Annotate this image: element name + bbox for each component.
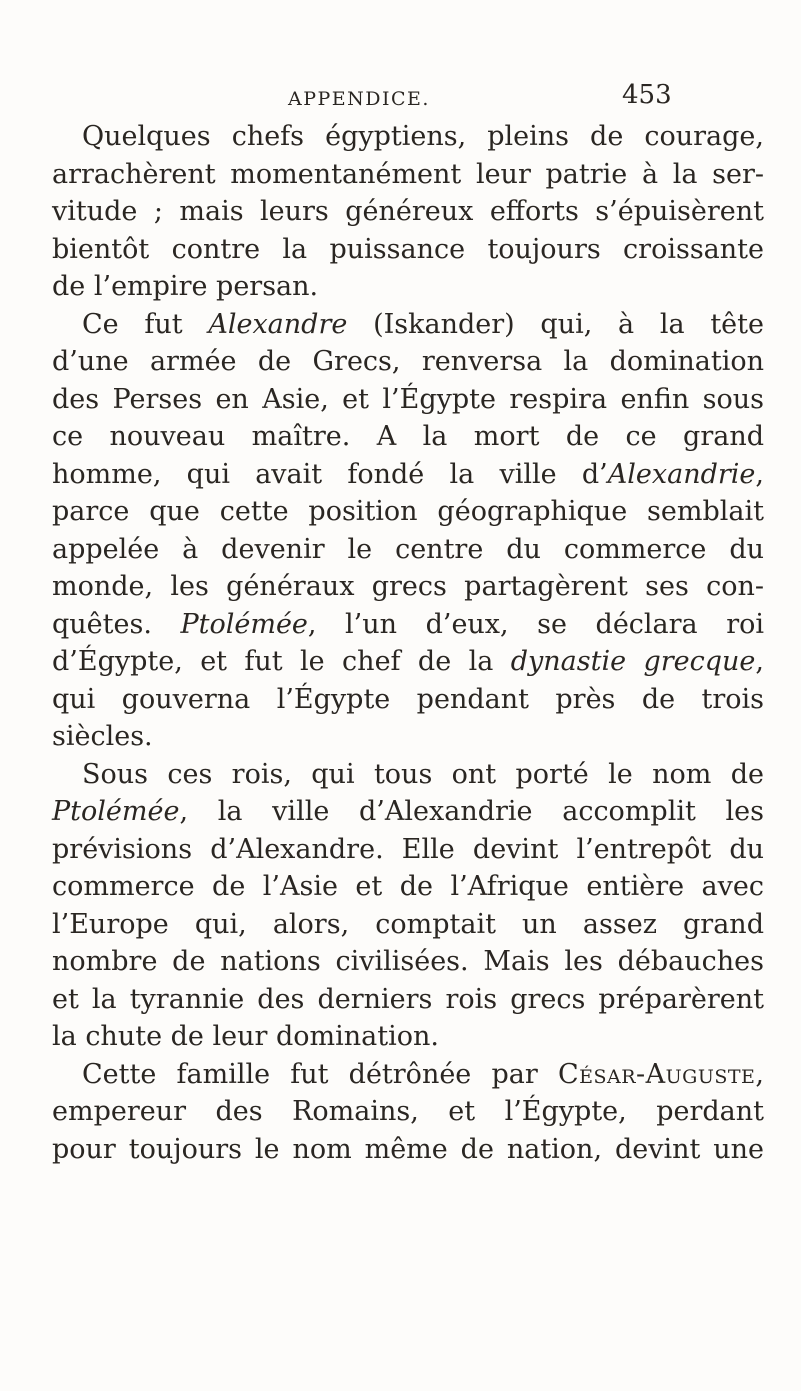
text-line <box>52 456 764 494</box>
text-line: pour toujours le nom même de nation, devint une <box>52 1133 764 1165</box>
text-line: commerce de l’Asie et de l’Afrique entière avec <box>52 871 764 902</box>
text-line: siècles. <box>52 721 153 752</box>
text-line <box>52 643 764 681</box>
text-line: Sous ces rois, qui tous ont porté le nom de <box>82 758 764 790</box>
text-segment: d’Égypte, et fut le chef de la <box>52 646 511 677</box>
text-segment: Ce fut <box>82 308 209 340</box>
text-segment: , la ville d’Alexandrie accomplit les <box>179 796 764 827</box>
text-line: arrachèrent momentanément leur patrie à la ser- <box>52 158 764 190</box>
text-line <box>52 1056 764 1094</box>
text-line: d’une armée de Grecs, renversa la domination <box>52 346 764 377</box>
italic-text: Alexandre <box>208 308 348 340</box>
text-line: bientôt contre la puissance toujours croissante <box>52 233 764 265</box>
text-line <box>52 793 764 831</box>
text-segment: (Iskander) qui, à la tête <box>347 308 764 340</box>
text-line <box>52 606 764 644</box>
italic-text: Alexandrie <box>607 458 756 490</box>
text-line: empereur des Romains, et l’Égypte, perdant <box>52 1096 764 1127</box>
text-line: ce nouveau maître. A la mort de ce grand <box>52 421 764 452</box>
running-head: APPENDICE. <box>288 88 430 110</box>
text-line: monde, les généraux grecs partagèrent ses con- <box>52 571 764 602</box>
text-segment: , <box>755 646 764 677</box>
text-line: Quelques chefs égyptiens, pleins de courage, <box>82 121 764 152</box>
text-line: et la tyrannie des derniers rois grecs préparèrent <box>52 983 764 1015</box>
italic-text: Ptolémée <box>180 608 308 640</box>
body-text <box>52 118 764 1168</box>
italic-text: Ptolémée <box>52 796 180 827</box>
small-caps-text: César-Auguste <box>557 1058 756 1090</box>
text-line: parce que cette position géographique semblait <box>52 496 764 527</box>
text-line <box>52 306 764 344</box>
text-line: des Perses en Asie, et l’Égypte respira enfin sous <box>52 383 764 415</box>
text-segment: homme, qui avait fondé la ville d’ <box>52 458 608 490</box>
text-line: l’Europe qui, alors, comptait un assez grand <box>52 908 764 940</box>
text-line: qui gouverna l’Égypte pendant près de trois <box>52 683 764 715</box>
text-line: nombre de nations civilisées. Mais les débauches <box>52 946 764 977</box>
text-line: appelée à devenir le centre du commerce du <box>52 533 764 565</box>
text-line: de l’empire persan. <box>52 271 319 302</box>
text-segment: , l’un d’eux, se déclara roi <box>307 608 764 640</box>
text-segment: , <box>755 458 764 490</box>
text-segment: quêtes. <box>52 608 181 640</box>
italic-text: dynastie grecque <box>510 646 756 677</box>
text-line: la chute de leur domination. <box>52 1021 439 1052</box>
page-number: 453 <box>622 80 672 110</box>
text-segment: , <box>755 1058 764 1090</box>
text-line: vitude ; mais leurs généreux efforts s’épuisèrent <box>52 196 764 227</box>
text-line: prévisions d’Alexandre. Elle devint l’entrepôt du <box>52 833 764 865</box>
page-header <box>0 78 801 118</box>
text-segment: Cette famille fut détrônée par <box>82 1058 558 1090</box>
